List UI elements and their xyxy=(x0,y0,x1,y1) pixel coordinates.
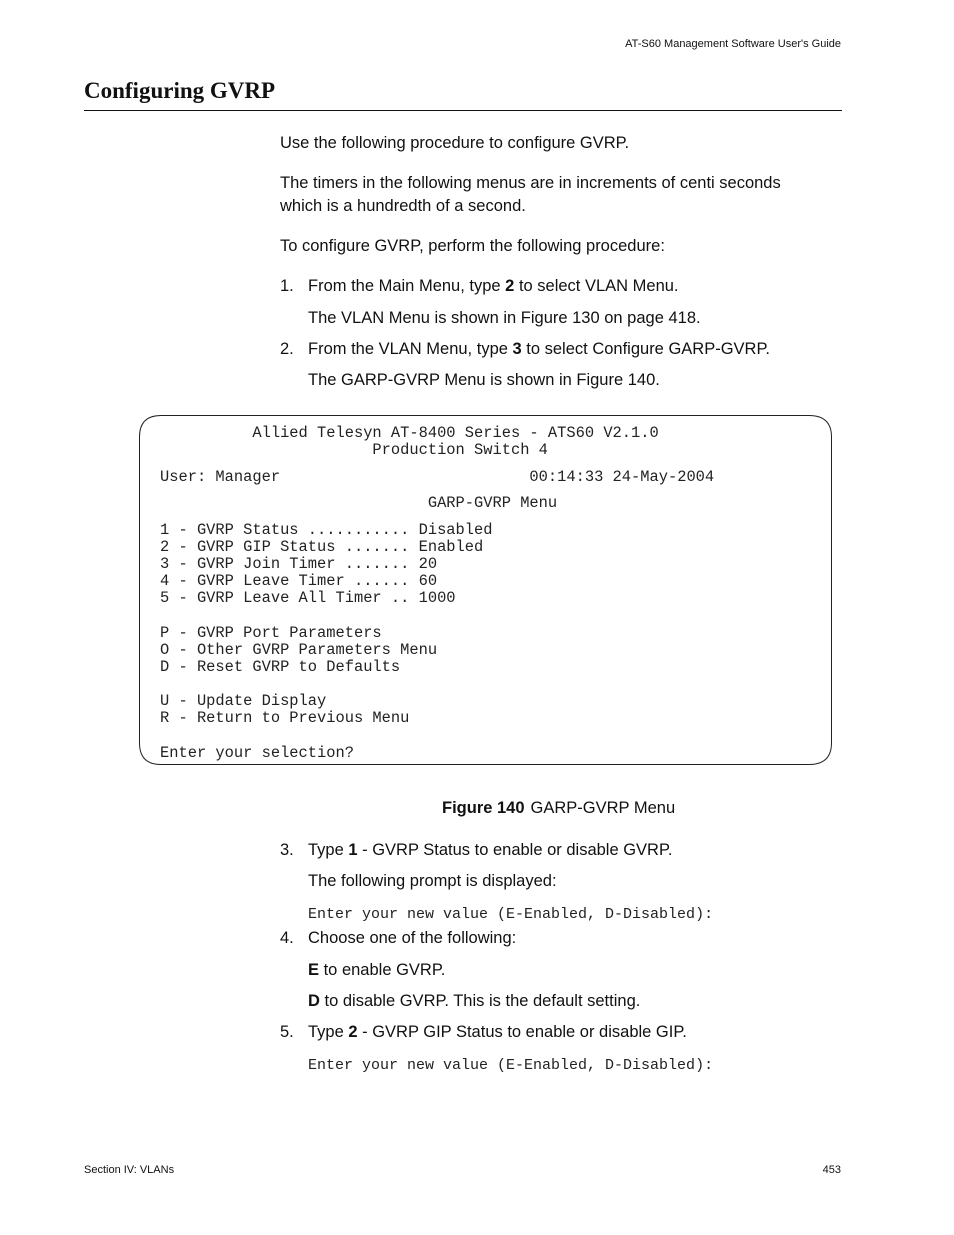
menu-item-update-display[interactable]: U - Update Display xyxy=(160,692,327,710)
step-key: 3 xyxy=(512,340,522,358)
menu-item-leave-all-timer[interactable]: 5 - GVRP Leave All Timer .. 1000 xyxy=(160,589,456,607)
step-3-prompt: Enter your new value (E-Enabled, D-Disabled): xyxy=(308,906,714,923)
step-key: 2 xyxy=(348,1023,358,1041)
step-1: 1. From the Main Menu, type 2 to select VLAN Menu. xyxy=(280,275,679,298)
menu-item-join-timer[interactable]: 3 - GVRP Join Timer ....... 20 xyxy=(160,555,438,573)
step-4: 4. Choose one of the following: xyxy=(280,927,516,950)
menu-item-reset-defaults[interactable]: D - Reset GVRP to Defaults xyxy=(160,658,401,676)
menu-item-port-parameters[interactable]: P - GVRP Port Parameters xyxy=(160,624,382,642)
terminal-switch-name: Production Switch 4 xyxy=(160,441,548,459)
option-key: E xyxy=(308,961,320,979)
step-number: 5. xyxy=(280,1023,294,1041)
option-key: D xyxy=(308,992,320,1010)
option-disable: D to disable GVRP. This is the default setting. xyxy=(308,992,641,1010)
step-1-note: The VLAN Menu is shown in Figure 130 on page 418. xyxy=(308,309,701,327)
intro-paragraph: Use the following procedure to configure GVRP. xyxy=(280,134,630,152)
step-2: 2. From the VLAN Menu, type 3 to select Configure GARP-GVRP. xyxy=(280,338,770,361)
step-5: 5. Type 2 - GVRP GIP Status to enable or disable GIP. xyxy=(280,1021,687,1044)
page-number: 453 xyxy=(822,1164,841,1176)
menu-item-return[interactable]: R - Return to Previous Menu xyxy=(160,709,410,727)
step-key: 1 xyxy=(348,841,358,859)
running-header: AT-S60 Management Software User's Guide xyxy=(625,38,841,50)
step-number: 4. xyxy=(280,929,294,947)
step-key: 2 xyxy=(505,277,515,295)
timers-paragraph: The timers in the following menus are in increments of centi seconds which is a hundredth of a second. xyxy=(280,174,781,215)
step-number: 1. xyxy=(280,277,294,295)
section-title: Configuring GVRP xyxy=(84,78,276,103)
menu-item-gip-status[interactable]: 2 - GVRP GIP Status ....... Enabled xyxy=(160,538,484,556)
terminal-menu-title: GARP-GVRP Menu xyxy=(160,494,558,512)
menu-item-leave-timer[interactable]: 4 - GVRP Leave Timer ...... 60 xyxy=(160,572,438,590)
footer-section: Section IV: VLANs xyxy=(84,1164,175,1176)
figure-label: Figure 140 xyxy=(442,799,525,817)
terminal-screen xyxy=(139,415,832,765)
title-rule xyxy=(84,110,842,111)
terminal-product-line: Allied Telesyn AT-8400 Series - ATS60 V2.1.0 xyxy=(160,424,659,442)
terminal-selection-prompt[interactable]: Enter your selection? xyxy=(160,744,354,762)
terminal-user-line: User: Manager 00:14:33 24-May-2004 xyxy=(160,468,715,486)
option-enable: E to enable GVRP. xyxy=(308,961,446,979)
step-number: 3. xyxy=(280,841,294,859)
step-5-prompt: Enter your new value (E-Enabled, D-Disabled): xyxy=(308,1057,714,1074)
procedure-intro: To configure GVRP, perform the following procedure: xyxy=(280,237,665,255)
menu-item-gvrp-status[interactable]: 1 - GVRP Status ........... Disabled xyxy=(160,521,493,539)
figure-caption: Figure 140 GARP-GVRP Menu xyxy=(442,799,676,817)
menu-item-other-parameters[interactable]: O - Other GVRP Parameters Menu xyxy=(160,641,438,659)
step-3: 3. Type 1 - GVRP Status to enable or disable GVRP. xyxy=(280,839,672,862)
step-2-note: The GARP-GVRP Menu is shown in Figure 140. xyxy=(308,371,660,389)
step-number: 2. xyxy=(280,340,294,358)
step-3-note: The following prompt is displayed: xyxy=(308,872,557,890)
